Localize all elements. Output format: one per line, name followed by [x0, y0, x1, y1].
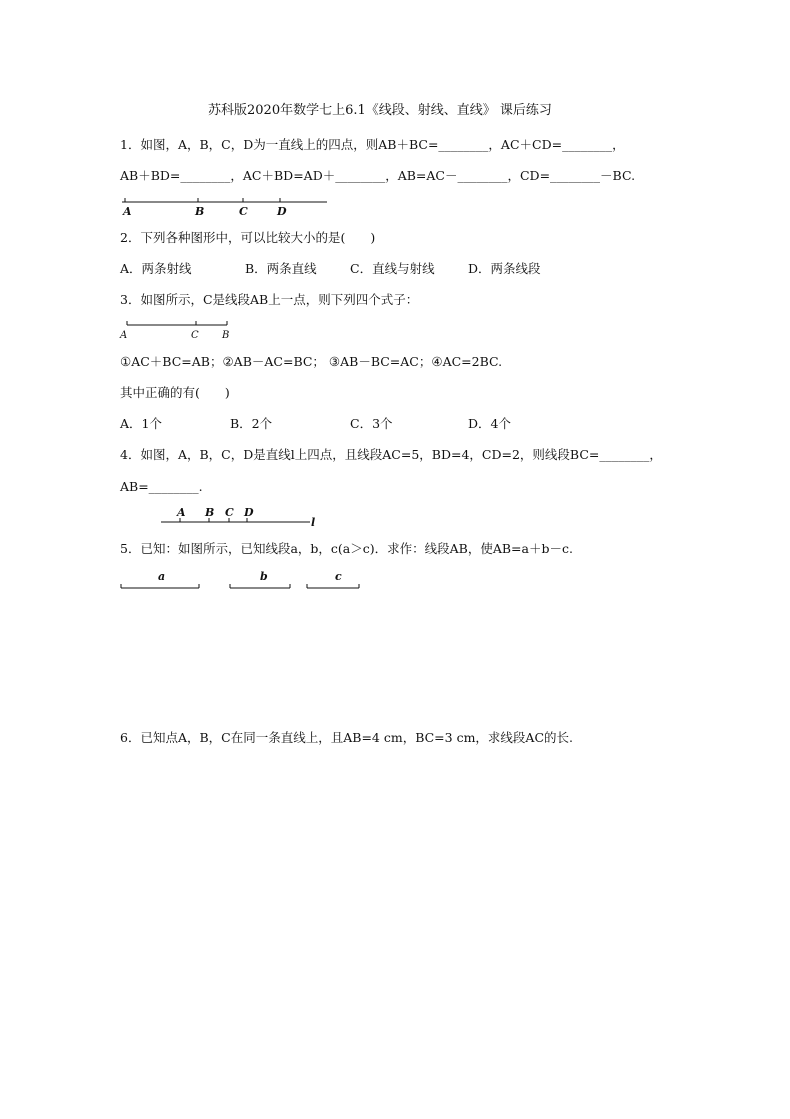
q3-point-c: C	[191, 330, 199, 341]
q2-option-d: D．两条线段	[468, 261, 541, 276]
q3-ask: 其中正确的有( )	[120, 385, 230, 400]
q1-point-b: B	[195, 205, 205, 218]
q1-point-a: A	[123, 205, 132, 218]
q2-option-a: A．两条射线	[120, 261, 192, 276]
q5-label-b: b	[260, 570, 268, 583]
q4-line-l: l	[311, 516, 316, 529]
q5-label-c: c	[335, 570, 342, 583]
q1-point-d: D	[277, 205, 287, 218]
q3-point-a: A	[120, 330, 128, 341]
q4-line1: 4．如图，A，B，C，D是直线l上四点，且线段AC=5，BD=4，CD=2，则线段BC=________，	[120, 447, 662, 462]
q5-stem: 5．已知：如图所示，已知线段a，b，c(a＞c)．求作：线段AB，使AB=a＋b－c.	[120, 541, 573, 556]
q2-stem: 2．下列各种图形中，可以比较大小的是( )	[120, 230, 376, 245]
q3-point-b: B	[222, 330, 230, 341]
q1-point-c: C	[239, 205, 248, 218]
q3-stem: 3．如图所示，C是线段AB上一点，则下列四个式子：	[120, 292, 419, 307]
q4-line2: AB=________.	[120, 479, 203, 494]
q4-point-c: C	[225, 506, 234, 519]
q1-line2: AB＋BD=________，AC＋BD=AD＋________，AB=AC－________，CD=________－BC.	[120, 168, 636, 183]
q3-option-b: B．2个	[230, 416, 273, 431]
q4-point-d: D	[244, 506, 254, 519]
q2-option-b: B．两条直线	[245, 261, 317, 276]
q5-label-a: a	[158, 570, 166, 583]
q3-option-a: A．1个	[120, 416, 162, 431]
q3-option-c: C．3个	[350, 416, 393, 431]
q6-stem: 6．已知点A，B，C在同一条直线上，且AB=4 cm，BC=3 cm，求线段AC的长.	[120, 730, 573, 745]
q3-option-d: D．4个	[468, 416, 511, 431]
q2-option-c: C．直线与射线	[350, 261, 435, 276]
q1-line1: 1．如图，A，B，C，D为一直线上的四点，则AB＋BC=________，AC＋CD=________，	[120, 137, 625, 152]
q4-point-b: B	[205, 506, 215, 519]
q4-point-a: A	[177, 506, 186, 519]
page-title: 苏科版2020年数学七上6.1《线段、射线、直线》 课后练习	[208, 103, 552, 118]
q3-formulas: ①AC＋BC=AB；②AB－AC=BC； ③AB－BC=AC；④AC=2BC.	[120, 354, 503, 369]
